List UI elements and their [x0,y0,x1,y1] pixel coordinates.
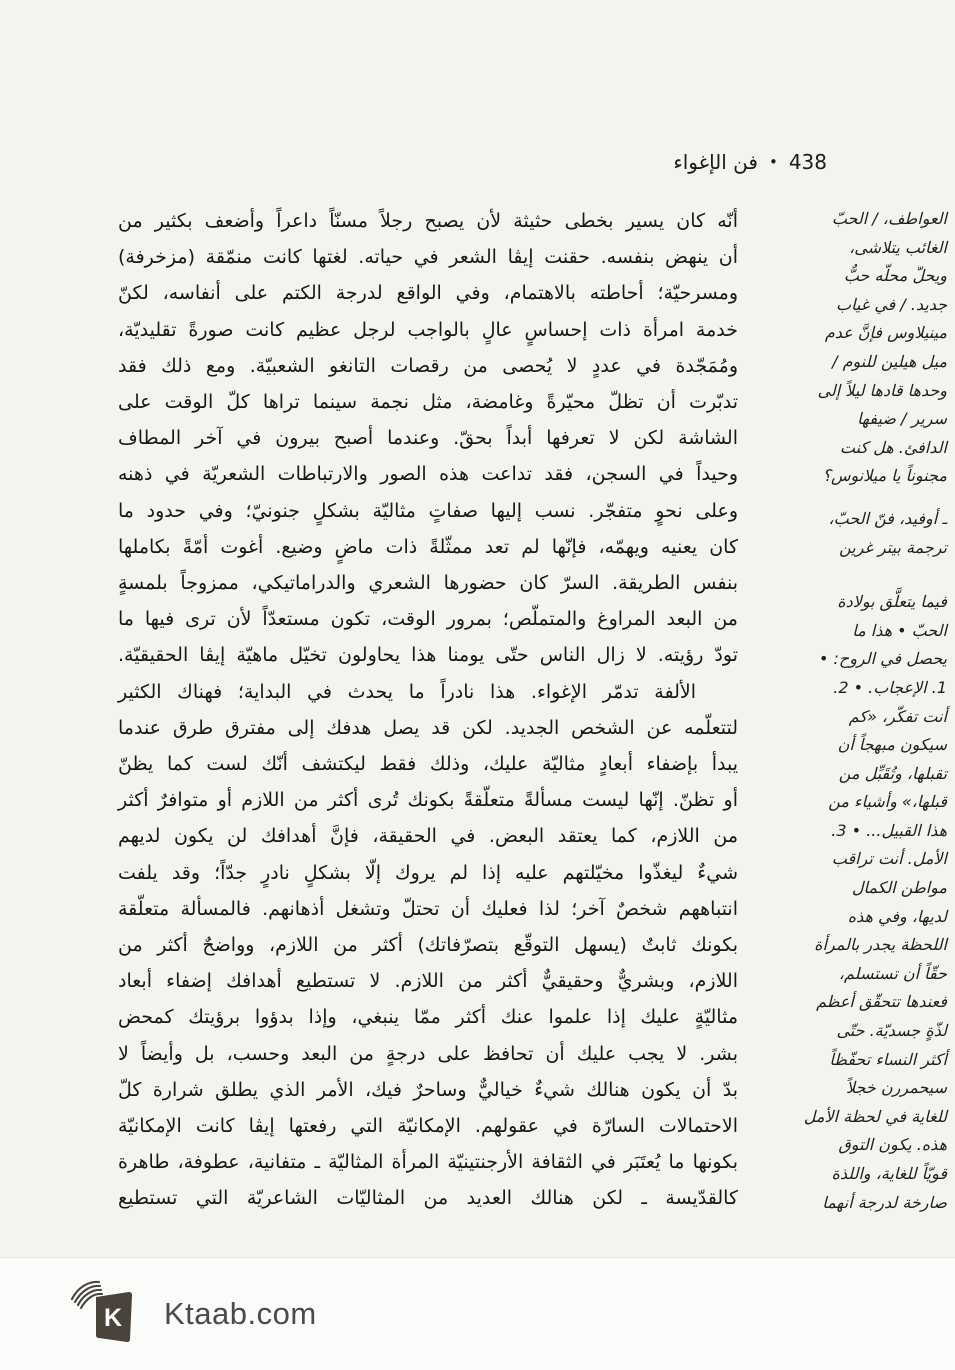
margin-line: حقّاً أن تستسلم، [838,963,947,983]
margin-line: فيما يتعلَّق بولادة [837,592,947,612]
body-line: أو تظنّ. إنّها ليست مسألةً متعلّقةً بكونك تُرى أكثر من اللازم أو متوافرٌ أكثر [118,789,738,812]
margin-line: مواطن الكمال [851,878,947,898]
body-line: خدمة امرأة ذات إحساسٍ عالٍ بالواجب لرجل عظيم كانت صورةً تقليديّة، [118,318,738,341]
paragraph [118,203,738,674]
margin-line: صارخة لدرجة أنهما [822,1192,947,1212]
body-line: كان يعنيه ويهمّه، فإنّها لم تعد ممثّلةً ذات ماضٍ وضيع. أغوت أمّةً بكاملها [118,535,738,558]
margin-column [715,205,947,1217]
body-line: كالقدّيسة ـ لكن هنالك العديد من المثاليّات الشاعريّة التي تستطيع [118,1187,738,1210]
paragraph [118,674,738,1217]
margin-line: الحبّ • هذا ما [852,620,947,640]
margin-line: لديها، وفي هذه [847,906,947,926]
body-line: أن ينهض بنفسه. حقنت إيڤا الشعر في حياته. لغتها كانت منمّقة (مزخرفة) [118,246,738,269]
margin-line: يحصل في الروح: • [818,649,947,669]
body-line: الاحتمالات السارّة في عقولهم. الإمكانيّة التي رفعتها إيڤا كانت الإمكانيّة [118,1115,738,1138]
margin-line: الأمل. أنت تراقب [831,849,947,869]
body-line: اللازم، وبشريٌّ وحقيقيٌّ أكثر من اللازم. لا تستطيع أهدافك إضفاء أبعاد [118,970,738,993]
margin-note [715,588,947,1217]
margin-line: ميل هيلين للنوم / [832,351,947,371]
margin-note [715,205,947,491]
margin-line: اللحظة يجدر بالمرأة [814,935,947,955]
margin-line: هذه. يكون التوق [838,1135,947,1155]
body-line: انتباههم شخصٌ آخر؛ لذا فعليك أن تحتلّ وتشغل أذهانهم. فالمسألة متعلّقة [118,897,738,920]
body-line: بكونك ثابتٌ (يسهل التوقّع بتصرّفاتك) أكثر من اللازم، وواضحٌ أكثر من [118,934,738,957]
body-line: الشاشة لكن لا تعرفها أبداً بحقّ. وعندما أصبح بيرون في آخر المطاف [118,427,738,450]
body-line: من البعد المراوغ والمتملّص؛ بمرور الوقت، تكون مستعدّاً لأن ترى فيها ما [118,608,738,631]
margin-line: العواطف، / الحبّ [831,209,947,228]
body-line: بكونها ما يُعتَبَر في الثقافة الأرجنتينيّة المرأة المثاليّة ـ متفانية، عطوفة، طاهرة [118,1151,738,1174]
margin-line: الدافئ. هل كنت [839,437,947,457]
margin-line: 1. الإعجاب. • 2. [833,677,947,697]
body-line: تدبّرت أن تظلّ محيّرةً وغامضة، مثل نجمة سينما تراها كلّ الوقت على [118,391,738,414]
margin-line: لذّةٍ جسديّة. حتّى [836,1021,947,1041]
book-title: فن الإغواء [673,150,758,174]
margin-line: للغاية في لحظة الأمل [803,1106,947,1126]
brand [66,1278,317,1350]
body-line: من اللازم، كما يعتقد البعض. في الحقيقة، فإنَّ أهدافك لن يكون لديهم [118,825,738,848]
body-line: الألفة تدمّر الإغواء. هذا نادراً ما يحدث في البداية؛ فهناك الكثير [118,680,696,703]
margin-line: وحدها قادها ليلاً إلى [817,380,947,400]
body-line: بنفس الطريقة. السرّ كان حضورها الشعري والدراماتيكي، ممزوجاً بلمسةٍ [118,572,738,595]
margin-line: مجنوناً يا ميلانوس؟ [822,466,947,486]
margin-line: سيحمررن خجلاً [846,1078,947,1098]
body-line: تودّ رؤيته. لا زال الناس حتّى يومنا هذا يحاولون تخيّل ماهيّة إيڤا الحقيقيّة. [118,644,738,667]
footer-watermark [0,1257,955,1370]
svg-text:K: K [103,1304,123,1332]
margin-line: أنت تفكّر، «كم [848,706,947,726]
margin-line: جديد. / في غياب [836,294,947,314]
body-line: ومُمَجّدة في عددٍ لا يُحصى من رقصات التانغو الشعبيّة. ومع ذلك فقد [118,354,738,377]
margin-line: تقبلها، وتُقَبِّل من [838,763,947,783]
body-line: شيءٌ ليغذّوا مخيّلتهم عليه إذا لم يروك إلّا بشكلٍ نادرٍ جدّاً؛ وقد يلفت [118,861,738,884]
margin-note [715,505,947,562]
body-line: ومسرحيّة؛ أحاطته بالاهتمام، وفي الواقع لدرجة الكتم على أنفاسه، لكنّ [118,282,738,305]
margin-line: الغائب يتلاشى، [849,237,947,257]
page-header [673,150,827,174]
margin-line: ترجمة بيتر غرين [839,537,947,557]
body-line: بدّ أن يكون هنالك شيءٌ خياليٌّ وساحرٌ فيك، الأمر الذي يطلق شرارة كلّ [118,1078,738,1101]
body-column [118,203,738,1217]
margin-line: ويحلّ محلّه حبٌّ [843,266,947,286]
margin-line: مينيلاوس فإنَّ عدم [824,323,947,343]
body-line: أنّه كان يسير بخطى حثيثة لأن يصبح رجلاً مسنّاً داعراً وأضعف بكثير من [118,210,738,232]
margin-line: سرير / ضيفها [857,409,947,429]
margin-line: سيكون مبهجاً أن [837,735,947,755]
body-line: مثاليّةٍ عليك إذا علموا عنك أكثر ممّا ينبغي، وإذا بدؤوا برؤيتك كمحض [118,1006,738,1029]
page-number: 438 [788,150,827,174]
margin-line: قبلها،» وأشياء من [828,792,947,812]
body-line: يبدأ بإضفاء أبعادٍ مثاليّة عليك، وذلك فقط ليكتشف أنّك لست كما يظنّ [118,753,738,776]
header-separator-dot: • [768,153,778,171]
margin-line: هذا القبيل... • 3. [831,820,947,840]
margin-line: فعندها تتحقّق أعظم [816,992,947,1012]
body-line: وعلى نحوٍ متفجّر. نسب إليها صفاتٍ مثاليّة بشكلٍ جنونيّ؛ وفي حدود ما [118,499,738,522]
margin-line: قويّاً للغاية، واللذة [831,1164,947,1183]
body-line: لتتعلّمه عن الشخص الجديد. لكن قد يصل هدفك إلى مفترق طرق عندما [118,716,738,739]
brand-text: Ktaab.com [164,1296,317,1331]
body-line: وحيداً في السجن، فقد تداعت هذه الصور والارتباطات الشعريّة في ذهنه [118,463,738,486]
body-line: بشر. لا يجب عليك أن تحافظ على درجةٍ من البعد وحسب، بل وأيضاً لا [118,1042,738,1065]
margin-line: أكثر النساء تحفّظاً [829,1049,947,1069]
ktaab-logo-icon [66,1278,146,1350]
margin-line: ـ أوفيد، فنّ الحبّ، [828,508,947,528]
